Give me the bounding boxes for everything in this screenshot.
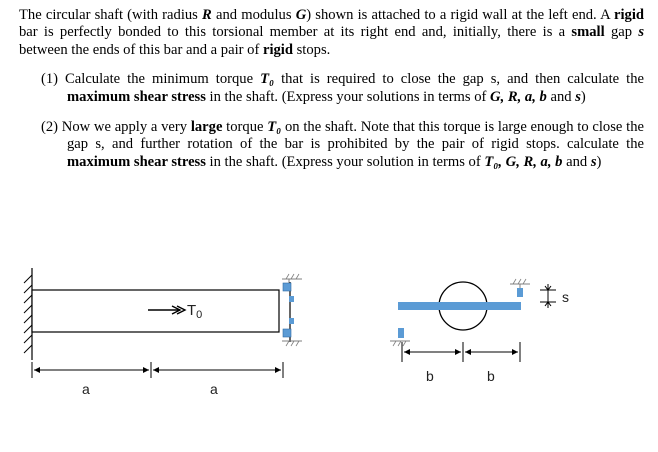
intro-text: bar is perfectly bonded to this torsional member at its right end and, initially, there is a	[19, 24, 572, 41]
question-text: )	[580, 88, 586, 105]
question-text: and	[562, 153, 591, 170]
intro-text: and modulus	[211, 7, 296, 23]
gap-label: s	[562, 289, 569, 305]
dim-b-right-label: b	[487, 368, 495, 384]
emph-rigid: rigid	[262, 41, 293, 58]
question-text: torque	[222, 119, 268, 136]
question-text: in the shaft. (Express your solutions in terms of	[205, 88, 491, 105]
question-text: that is required to close the gap s, and then calculate the	[274, 71, 644, 88]
end-view	[390, 279, 569, 384]
question-text: Calculate the minimum torque	[65, 71, 261, 88]
rigid-bar	[398, 302, 521, 310]
emph-max-shear-stress: maximum shear stress	[67, 153, 206, 170]
dim-a-left-label: a	[82, 381, 90, 397]
torque-label: $T_0$	[187, 302, 203, 321]
var-G: G	[295, 7, 307, 23]
question-text: )	[596, 153, 602, 170]
dimension-b	[402, 342, 520, 362]
question-text: in the shaft. (Express your solution in terms of	[205, 153, 485, 170]
top-stop	[282, 274, 302, 302]
left-stop	[390, 328, 410, 346]
emph-max-shear-stress: maximum shear stress	[67, 88, 206, 105]
var-list: G, R, a, b	[490, 88, 547, 105]
bottom-stop	[282, 318, 302, 346]
var-s: s	[638, 24, 644, 41]
var-s: s	[575, 88, 581, 105]
intro-text: ) shown is attached to a rigid wall at the left end. A	[306, 7, 615, 23]
emph-rigid: rigid	[614, 7, 645, 23]
var-T0: T₀	[267, 119, 282, 136]
question-text: Now we apply a very	[61, 119, 191, 136]
intro-text: stops.	[292, 41, 331, 58]
emph-large: large	[190, 119, 223, 136]
var-R: R	[202, 7, 212, 23]
shaft	[32, 290, 279, 332]
emph-small: small	[571, 24, 605, 41]
right-stop	[510, 279, 530, 297]
var-list: T₀, G, R, a, b	[484, 153, 563, 170]
dim-a-right-label: a	[210, 381, 218, 397]
intro-text: gap	[604, 24, 639, 41]
var-s: s	[590, 153, 597, 170]
question-number: (1)	[41, 71, 66, 88]
side-view	[24, 268, 302, 397]
question-text: and	[546, 88, 576, 105]
intro-text: The circular shaft (with radius	[19, 7, 203, 23]
question-text: on the shaft. Note that this torque is large enough to close the gap s, and further rotation of the bar is prohibited by the pair of rigid stops. calculate the	[67, 119, 644, 153]
dim-b-left-label: b	[426, 368, 434, 384]
gap-indicator	[540, 284, 556, 308]
left-wall	[24, 268, 32, 360]
intro-text: between the ends of this bar and a pair of	[19, 41, 263, 58]
var-T0: T₀	[260, 71, 275, 88]
question-number: (2)	[41, 119, 62, 136]
dimension-a	[32, 362, 283, 378]
